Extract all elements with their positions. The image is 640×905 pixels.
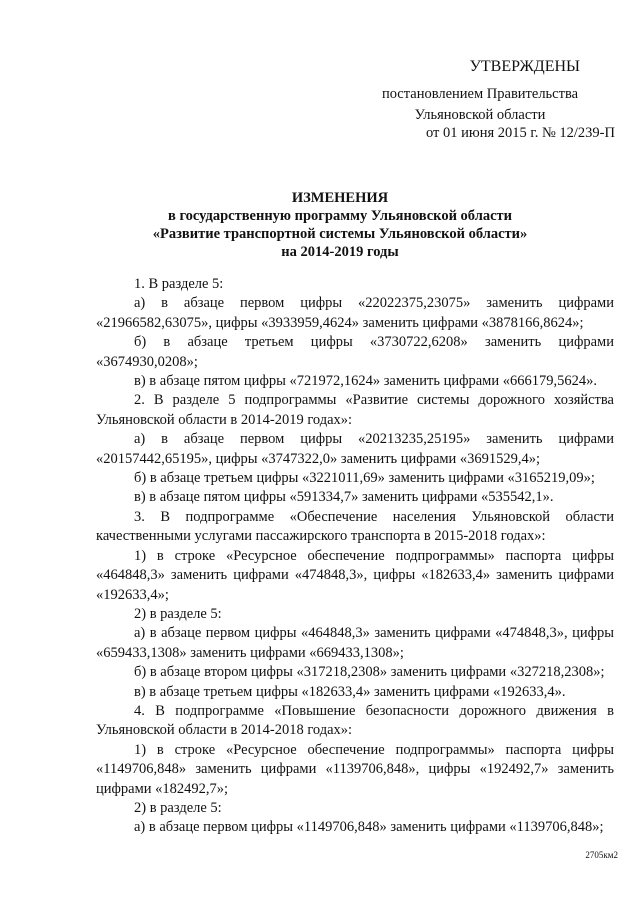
heading-title: ИЗМЕНЕНИЯ xyxy=(291,190,389,206)
approval-date: от 01 июня 2015 г. № 12/239-П xyxy=(425,125,615,141)
paragraph-1c: в) в абзаце пятом цифры «721972,1624» заменить цифрами «666179,5624». xyxy=(134,373,597,390)
approval-line1: постановлением Правительства xyxy=(381,86,579,102)
paragraph-3: 3. В подпрограмме «Обеспечение населения Ульяновской области качественными услугами пассажирского транспорта в 2015-2018 годах»: xyxy=(96,508,614,545)
approval-block xyxy=(380,84,580,126)
paragraph-3-1: 1) в строке «Ресурсное обеспечение подпрограммы» паспорта цифры «464848,3» заменить цифрами «474848,3», цифры «182633,4» заменить цифрами «192633,4»; xyxy=(96,547,614,603)
footer-code: 2705км2 xyxy=(585,850,618,860)
heading-subtitle-3: на 2014-2019 годы xyxy=(281,244,399,260)
paragraph-1b: б) в абзаце третьем цифры «3730722,6208» заменить цифрами «3674930,0208»; xyxy=(96,334,614,370)
paragraph-4: 4. В подпрограмме «Повышение безопасности дорожного движения в Ульяновской области в 2014-2018 годах»: xyxy=(96,702,614,739)
paragraph-2c: в) в абзаце пятом цифры «591334,7» заменить цифрами «535542,1». xyxy=(134,489,554,506)
approval-line2: Ульяновской области xyxy=(414,107,546,123)
paragraph-2a: а) в абзаце первом цифры «20213235,25195» заменить цифрами «20157442,65195», цифры «3747322,0» заменить цифрами «3691529,4»; xyxy=(96,431,614,467)
paragraph-3-2: 2) в разделе 5: xyxy=(134,605,222,622)
paragraph-3-2c: в) в абзаце третьем цифры «182633,4» заменить цифрами «192633,4». xyxy=(134,683,566,700)
document-body xyxy=(96,275,614,838)
paragraph-4-1: 1) в строке «Ресурсное обеспечение подпрограммы» паспорта цифры «1149706,848» заменить цифрами «1139706,848», цифры «192492,7» заменить цифрами «182492,7»; xyxy=(96,741,614,797)
document-heading xyxy=(60,189,620,261)
paragraph-1a: а) в абзаце первом цифры «22022375,23075» заменить цифрами «21966582,63075», цифры «3933959,4624» заменить цифрами «3878166,8624»; xyxy=(96,295,614,331)
heading-subtitle-2: «Развитие транспортной системы Ульяновской области» xyxy=(152,226,528,242)
heading-subtitle-1: в государственную программу Ульяновской области xyxy=(167,208,512,224)
paragraph-2: 2. В разделе 5 подпрограммы «Развитие системы дорожного хозяйства Ульяновской области в 2014-2019 годах»: xyxy=(96,392,614,428)
paragraph-3-2b: б) в абзаце втором цифры «317218,2308» заменить цифрами «327218,2308»; xyxy=(134,664,605,681)
paragraph-1: 1. В разделе 5: xyxy=(134,276,224,292)
paragraph-4-2: 2) в разделе 5: xyxy=(134,799,222,816)
paragraph-2b: б) в абзаце третьем цифры «3221011,69» заменить цифрами «3165219,09»; xyxy=(134,470,595,487)
paragraph-4-2a: а) в абзаце первом цифры «1149706,848» заменить цифрами «1139706,848»; xyxy=(134,819,604,836)
approval-title: УТВЕРЖДЕНЫ xyxy=(469,58,580,75)
paragraph-3-2a: а) в абзаце первом цифры «464848,3» заменить цифрами «474848,3», цифры «659433,1308» заменить цифрами «669433,1308»; xyxy=(96,625,614,661)
